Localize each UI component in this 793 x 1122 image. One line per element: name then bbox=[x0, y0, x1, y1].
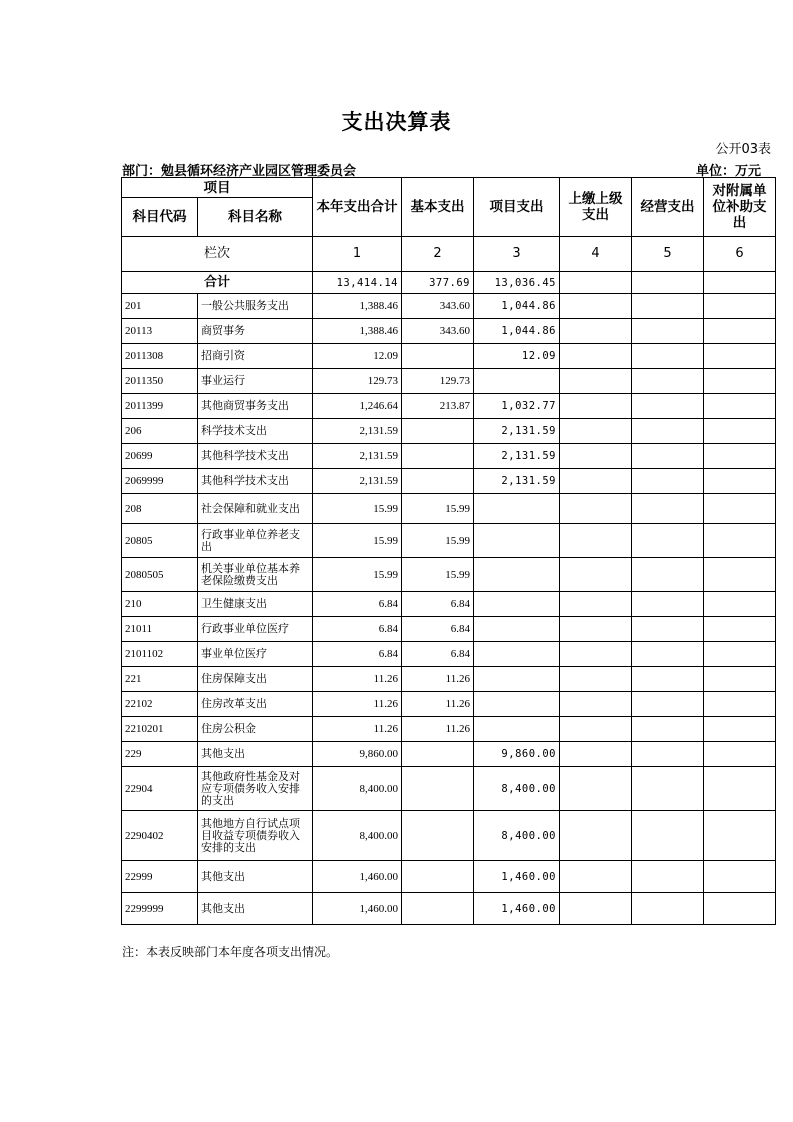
row-subsidy bbox=[704, 524, 776, 558]
row-business bbox=[632, 319, 704, 344]
row-project: 1,044.86 bbox=[474, 319, 560, 344]
table-row bbox=[122, 419, 776, 444]
row-code: 2290402 bbox=[122, 811, 198, 861]
row-name: 其他科学技术支出 bbox=[198, 444, 313, 469]
row-total: 11.26 bbox=[313, 717, 402, 742]
table-row bbox=[122, 893, 776, 925]
row-project bbox=[474, 717, 560, 742]
row-code: 2069999 bbox=[122, 469, 198, 494]
table-row bbox=[122, 558, 776, 592]
row-upper bbox=[560, 558, 632, 592]
footnote: 注：本表反映部门本年度各项支出情况。 bbox=[122, 945, 339, 959]
row-code: 221 bbox=[122, 667, 198, 692]
row-project: 2,131.59 bbox=[474, 419, 560, 444]
row-subsidy bbox=[704, 667, 776, 692]
header-upper: 上缴上级支出 bbox=[560, 178, 632, 237]
header-name: 科目名称 bbox=[198, 198, 313, 237]
table-row bbox=[122, 444, 776, 469]
row-project: 8,400.00 bbox=[474, 811, 560, 861]
row-project: 2,131.59 bbox=[474, 444, 560, 469]
row-business bbox=[632, 469, 704, 494]
row-code: 20113 bbox=[122, 319, 198, 344]
row-subsidy bbox=[704, 861, 776, 893]
row-name: 住房公积金 bbox=[198, 717, 313, 742]
header-code: 科目代码 bbox=[122, 198, 198, 237]
row-total: 1,388.46 bbox=[313, 294, 402, 319]
row-subsidy bbox=[704, 717, 776, 742]
row-subsidy bbox=[704, 642, 776, 667]
row-upper bbox=[560, 667, 632, 692]
row-code: 22904 bbox=[122, 767, 198, 811]
row-total: 129.73 bbox=[313, 369, 402, 394]
row-subsidy bbox=[704, 893, 776, 925]
row-subsidy bbox=[704, 444, 776, 469]
form-number: 公开03表 bbox=[715, 142, 771, 157]
row-total: 12.09 bbox=[313, 344, 402, 369]
row-total: 6.84 bbox=[313, 642, 402, 667]
table-row bbox=[122, 811, 776, 861]
column-number-label: 栏次 bbox=[122, 237, 313, 272]
row-project bbox=[474, 642, 560, 667]
row-business bbox=[632, 419, 704, 444]
row-code: 22999 bbox=[122, 861, 198, 893]
row-name: 社会保障和就业支出 bbox=[198, 494, 313, 524]
row-subsidy bbox=[704, 742, 776, 767]
row-code: 22102 bbox=[122, 692, 198, 717]
row-name: 其他科学技术支出 bbox=[198, 469, 313, 494]
row-name: 其他地方自行试点项目收益专项债券收入安排的支出 bbox=[198, 811, 313, 861]
row-upper bbox=[560, 742, 632, 767]
row-total: 8,400.00 bbox=[313, 811, 402, 861]
row-project: 9,860.00 bbox=[474, 742, 560, 767]
header-project: 项目支出 bbox=[474, 178, 560, 237]
row-basic bbox=[402, 811, 474, 861]
row-upper bbox=[560, 717, 632, 742]
row-total: 2,131.59 bbox=[313, 419, 402, 444]
row-business bbox=[632, 893, 704, 925]
row-upper bbox=[560, 767, 632, 811]
row-upper bbox=[560, 494, 632, 524]
row-name: 商贸事务 bbox=[198, 319, 313, 344]
row-basic bbox=[402, 767, 474, 811]
row-business bbox=[632, 861, 704, 893]
row-project bbox=[474, 524, 560, 558]
page-title: 支出决算表 bbox=[341, 110, 452, 134]
row-upper bbox=[560, 524, 632, 558]
row-subsidy bbox=[704, 319, 776, 344]
row-upper bbox=[560, 394, 632, 419]
row-project: 1,044.86 bbox=[474, 294, 560, 319]
row-business bbox=[632, 767, 704, 811]
row-project: 12.09 bbox=[474, 344, 560, 369]
row-total: 11.26 bbox=[313, 667, 402, 692]
row-subsidy bbox=[704, 294, 776, 319]
row-total: 2,131.59 bbox=[313, 444, 402, 469]
row-business bbox=[632, 742, 704, 767]
row-code: 2011350 bbox=[122, 369, 198, 394]
row-business bbox=[632, 444, 704, 469]
row-upper bbox=[560, 642, 632, 667]
total-upper bbox=[560, 272, 632, 294]
row-subsidy bbox=[704, 617, 776, 642]
row-total: 15.99 bbox=[313, 558, 402, 592]
row-code: 21011 bbox=[122, 617, 198, 642]
table-row bbox=[122, 469, 776, 494]
header-total: 本年支出合计 bbox=[313, 178, 402, 237]
row-subsidy bbox=[704, 469, 776, 494]
row-code: 20699 bbox=[122, 444, 198, 469]
row-subsidy bbox=[704, 592, 776, 617]
row-project bbox=[474, 692, 560, 717]
unit-label: 单位：万元 bbox=[695, 164, 761, 179]
row-business bbox=[632, 667, 704, 692]
row-name: 其他政府性基金及对应专项债务收入安排的支出 bbox=[198, 767, 313, 811]
row-code: 210 bbox=[122, 592, 198, 617]
row-total: 1,460.00 bbox=[313, 893, 402, 925]
row-basic: 15.99 bbox=[402, 558, 474, 592]
row-basic: 129.73 bbox=[402, 369, 474, 394]
row-upper bbox=[560, 419, 632, 444]
row-basic bbox=[402, 419, 474, 444]
row-business bbox=[632, 642, 704, 667]
row-subsidy bbox=[704, 692, 776, 717]
row-business bbox=[632, 811, 704, 861]
department-label: 部门：勉县循环经济产业园区管理委员会 bbox=[122, 164, 357, 179]
total-project: 13,036.45 bbox=[474, 272, 560, 294]
row-code: 2299999 bbox=[122, 893, 198, 925]
row-name: 卫生健康支出 bbox=[198, 592, 313, 617]
row-subsidy bbox=[704, 344, 776, 369]
row-business bbox=[632, 617, 704, 642]
row-code: 201 bbox=[122, 294, 198, 319]
row-business bbox=[632, 344, 704, 369]
row-name: 事业单位医疗 bbox=[198, 642, 313, 667]
row-subsidy bbox=[704, 369, 776, 394]
row-subsidy bbox=[704, 394, 776, 419]
total-amount: 13,414.14 bbox=[313, 272, 402, 294]
row-total: 1,246.64 bbox=[313, 394, 402, 419]
column-number-5: 5 bbox=[632, 237, 704, 272]
row-project bbox=[474, 494, 560, 524]
column-number-4: 4 bbox=[560, 237, 632, 272]
row-basic: 6.84 bbox=[402, 617, 474, 642]
row-business bbox=[632, 294, 704, 319]
row-name: 科学技术支出 bbox=[198, 419, 313, 444]
row-code: 208 bbox=[122, 494, 198, 524]
column-number-1: 1 bbox=[313, 237, 402, 272]
row-upper bbox=[560, 617, 632, 642]
row-basic bbox=[402, 742, 474, 767]
row-total: 6.84 bbox=[313, 617, 402, 642]
row-total: 6.84 bbox=[313, 592, 402, 617]
row-code: 20805 bbox=[122, 524, 198, 558]
row-name: 住房改革支出 bbox=[198, 692, 313, 717]
row-code: 2011308 bbox=[122, 344, 198, 369]
row-project: 1,460.00 bbox=[474, 861, 560, 893]
row-code: 2210201 bbox=[122, 717, 198, 742]
row-business bbox=[632, 592, 704, 617]
row-business bbox=[632, 692, 704, 717]
row-name: 其他商贸事务支出 bbox=[198, 394, 313, 419]
row-upper bbox=[560, 893, 632, 925]
row-upper bbox=[560, 444, 632, 469]
row-project: 1,460.00 bbox=[474, 893, 560, 925]
row-total: 11.26 bbox=[313, 692, 402, 717]
row-project bbox=[474, 617, 560, 642]
row-business bbox=[632, 717, 704, 742]
header-item-group: 项目 bbox=[122, 178, 313, 198]
row-project: 1,032.77 bbox=[474, 394, 560, 419]
column-number-6: 6 bbox=[704, 237, 776, 272]
row-upper bbox=[560, 692, 632, 717]
row-upper bbox=[560, 369, 632, 394]
row-basic bbox=[402, 444, 474, 469]
row-total: 8,400.00 bbox=[313, 767, 402, 811]
total-subsidy bbox=[704, 272, 776, 294]
row-name: 其他支出 bbox=[198, 893, 313, 925]
table-row bbox=[122, 344, 776, 369]
table-row bbox=[122, 667, 776, 692]
row-basic: 343.60 bbox=[402, 294, 474, 319]
expenditure-table bbox=[121, 177, 776, 925]
row-subsidy bbox=[704, 767, 776, 811]
row-name: 行政事业单位养老支出 bbox=[198, 524, 313, 558]
row-name: 一般公共服务支出 bbox=[198, 294, 313, 319]
table-row bbox=[122, 617, 776, 642]
row-total: 15.99 bbox=[313, 524, 402, 558]
table-row bbox=[122, 494, 776, 524]
row-subsidy bbox=[704, 811, 776, 861]
total-basic: 377.69 bbox=[402, 272, 474, 294]
row-project bbox=[474, 592, 560, 617]
table-row bbox=[122, 742, 776, 767]
total-row bbox=[122, 272, 776, 294]
table-row bbox=[122, 717, 776, 742]
row-name: 其他支出 bbox=[198, 742, 313, 767]
table-row bbox=[122, 524, 776, 558]
row-total: 9,860.00 bbox=[313, 742, 402, 767]
row-upper bbox=[560, 811, 632, 861]
row-business bbox=[632, 524, 704, 558]
table-row bbox=[122, 692, 776, 717]
row-business bbox=[632, 494, 704, 524]
row-total: 1,388.46 bbox=[313, 319, 402, 344]
row-project: 8,400.00 bbox=[474, 767, 560, 811]
row-subsidy bbox=[704, 494, 776, 524]
row-basic bbox=[402, 861, 474, 893]
row-code: 206 bbox=[122, 419, 198, 444]
row-code: 2101102 bbox=[122, 642, 198, 667]
table-row bbox=[122, 394, 776, 419]
row-upper bbox=[560, 294, 632, 319]
row-total: 15.99 bbox=[313, 494, 402, 524]
row-total: 2,131.59 bbox=[313, 469, 402, 494]
row-subsidy bbox=[704, 419, 776, 444]
row-subsidy bbox=[704, 558, 776, 592]
table-row bbox=[122, 319, 776, 344]
row-basic: 6.84 bbox=[402, 592, 474, 617]
table-row bbox=[122, 861, 776, 893]
row-upper bbox=[560, 861, 632, 893]
row-basic: 11.26 bbox=[402, 667, 474, 692]
row-upper bbox=[560, 592, 632, 617]
header-basic: 基本支出 bbox=[402, 178, 474, 237]
table-row bbox=[122, 642, 776, 667]
row-basic bbox=[402, 469, 474, 494]
header-business: 经营支出 bbox=[632, 178, 704, 237]
row-basic: 213.87 bbox=[402, 394, 474, 419]
total-label: 合计 bbox=[122, 272, 313, 294]
row-project: 2,131.59 bbox=[474, 469, 560, 494]
row-name: 事业运行 bbox=[198, 369, 313, 394]
row-code: 229 bbox=[122, 742, 198, 767]
row-basic: 11.26 bbox=[402, 692, 474, 717]
row-upper bbox=[560, 319, 632, 344]
row-project bbox=[474, 369, 560, 394]
row-name: 招商引资 bbox=[198, 344, 313, 369]
row-code: 2080505 bbox=[122, 558, 198, 592]
row-basic: 343.60 bbox=[402, 319, 474, 344]
row-project bbox=[474, 558, 560, 592]
row-upper bbox=[560, 344, 632, 369]
table-row bbox=[122, 592, 776, 617]
row-name: 行政事业单位医疗 bbox=[198, 617, 313, 642]
row-basic bbox=[402, 344, 474, 369]
row-project bbox=[474, 667, 560, 692]
row-basic bbox=[402, 893, 474, 925]
table-row bbox=[122, 767, 776, 811]
table-row bbox=[122, 294, 776, 319]
row-basic: 6.84 bbox=[402, 642, 474, 667]
total-business bbox=[632, 272, 704, 294]
row-name: 其他支出 bbox=[198, 861, 313, 893]
row-name: 机关事业单位基本养老保险缴费支出 bbox=[198, 558, 313, 592]
row-code: 2011399 bbox=[122, 394, 198, 419]
row-upper bbox=[560, 469, 632, 494]
row-total: 1,460.00 bbox=[313, 861, 402, 893]
row-name: 住房保障支出 bbox=[198, 667, 313, 692]
column-number-3: 3 bbox=[474, 237, 560, 272]
row-basic: 15.99 bbox=[402, 494, 474, 524]
row-basic: 15.99 bbox=[402, 524, 474, 558]
column-number-2: 2 bbox=[402, 237, 474, 272]
table-row bbox=[122, 369, 776, 394]
row-business bbox=[632, 394, 704, 419]
row-business bbox=[632, 369, 704, 394]
header-subsidy: 对附属单位补助支出 bbox=[704, 178, 776, 237]
row-basic: 11.26 bbox=[402, 717, 474, 742]
row-business bbox=[632, 558, 704, 592]
